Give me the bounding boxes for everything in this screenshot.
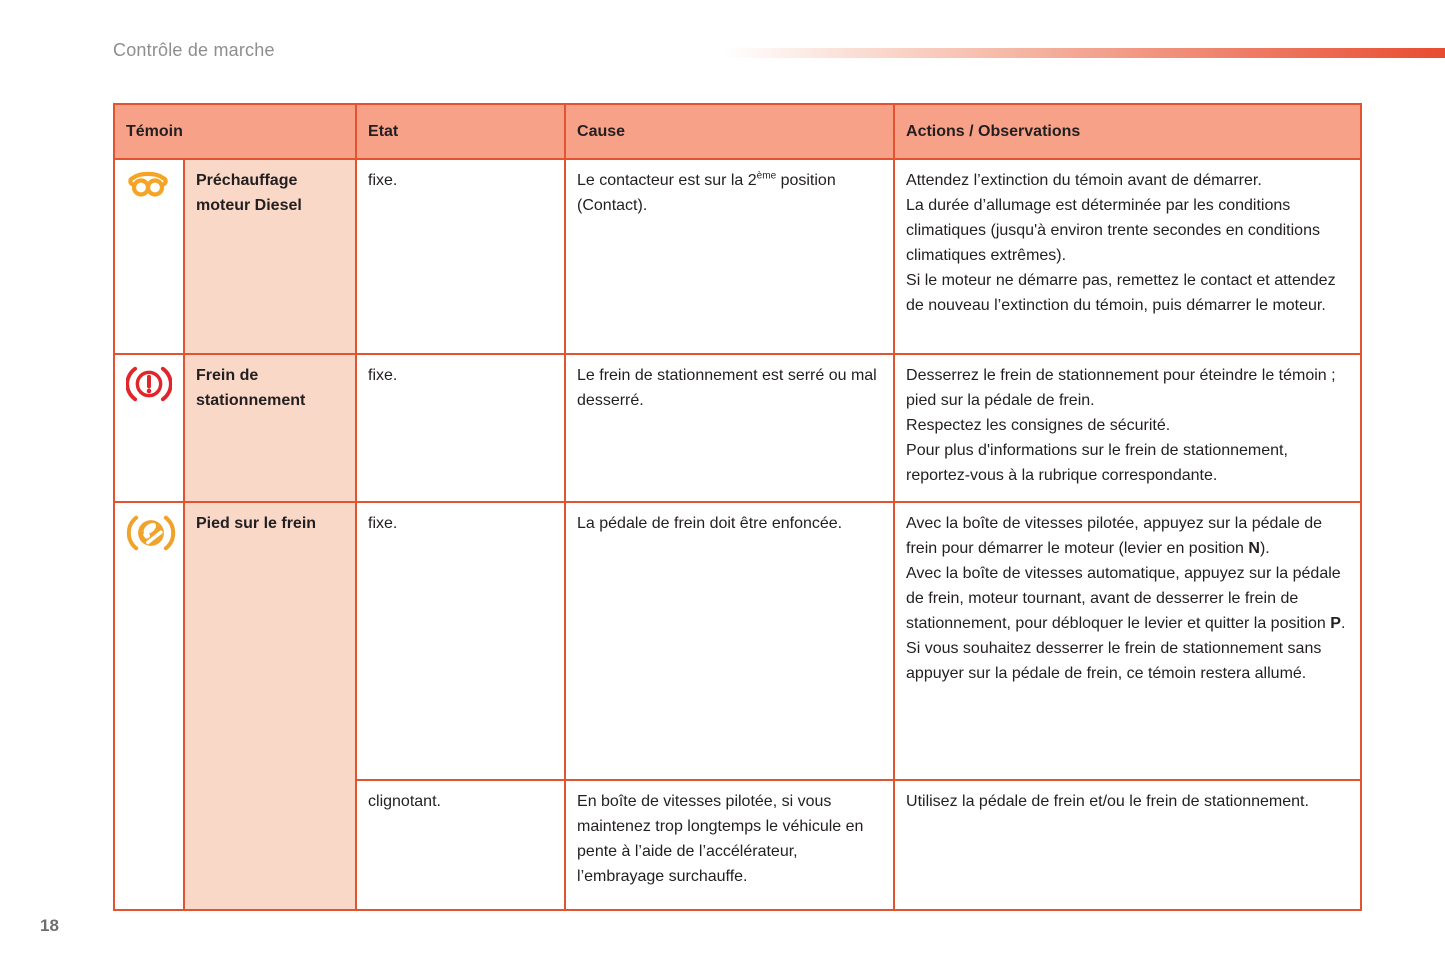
parking-brake-icon-cell — [114, 354, 184, 502]
glow-plug-icon — [126, 168, 170, 200]
foot-on-brake-icon-cell — [114, 502, 184, 910]
etat-cell: fixe. — [356, 354, 565, 502]
parking-brake-icon — [126, 363, 172, 405]
etat-cell: clignotant. — [356, 780, 565, 910]
page-number: 18 — [40, 916, 59, 935]
actions-cell: Utilisez la pédale de frein et/ou le frein de stationnement. — [894, 780, 1361, 910]
etat-cell: fixe. — [356, 502, 565, 780]
column-header-cause: Cause — [565, 104, 894, 159]
cause-cell: La pédale de frein doit être enfoncée. — [565, 502, 894, 780]
foot-on-brake-icon — [126, 511, 176, 555]
column-header-temoin: Témoin — [114, 104, 356, 159]
actions-cell: Attendez l’extinction du témoin avant de démarrer. La durée d’allumage est déterminée par les conditions climatiques (jusqu'à environ trente secondes en conditions climatiques extrêmes). Si le moteur ne démarre pas, remettez le contact et attendez de nouveau l’extinction du témoin, puis démarrer le moteur. — [894, 159, 1361, 354]
page-header-title: Contrôle de marche — [113, 40, 275, 60]
table-row — [114, 502, 1361, 780]
table-row — [114, 354, 1361, 502]
actions-cell: Desserrez le frein de stationnement pour éteindre le témoin ; pied sur la pédale de frein. Respectez les consignes de sécurité. Pour plus d'informations sur le frein de stationnement, reportez-vous à la rubrique correspondante. — [894, 354, 1361, 502]
accent-gradient-bar — [723, 48, 1445, 58]
table-row — [114, 159, 1361, 354]
indicator-name: Préchauffage moteur Diesel — [184, 159, 356, 354]
column-header-etat: Etat — [356, 104, 565, 159]
cause-cell: Le frein de stationnement est serré ou mal desserré. — [565, 354, 894, 502]
table-header-row — [114, 104, 1361, 159]
column-header-actions: Actions / Observations — [894, 104, 1361, 159]
etat-cell: fixe. — [356, 159, 565, 354]
cause-cell: Le contacteur est sur la 2ème position (Contact). — [565, 159, 894, 354]
indicator-name: Pied sur le frein — [184, 502, 356, 910]
cause-cell: En boîte de vitesses pilotée, si vous maintenez trop longtemps le véhicule en pente à l’aide de l’accélérateur, l’embrayage surchauffe. — [565, 780, 894, 910]
actions-cell: Avec la boîte de vitesses pilotée, appuyez sur la pédale de frein pour démarrer le moteur (levier en position N). Avec la boîte de vitesses automatique, appuyez sur la pédale de frein, moteur tournant, avant de desserrer le frein de stationnement, pour débloquer le levier et quitter la position P. Si vous souhaitez desserrer le frein de stationnement sans appuyer sur la pédale de frein, ce témoin restera allumé. — [894, 502, 1361, 780]
indicator-name: Frein de stationnement — [184, 354, 356, 502]
glow-plug-icon-cell — [114, 159, 184, 354]
warning-lights-table — [113, 103, 1362, 911]
